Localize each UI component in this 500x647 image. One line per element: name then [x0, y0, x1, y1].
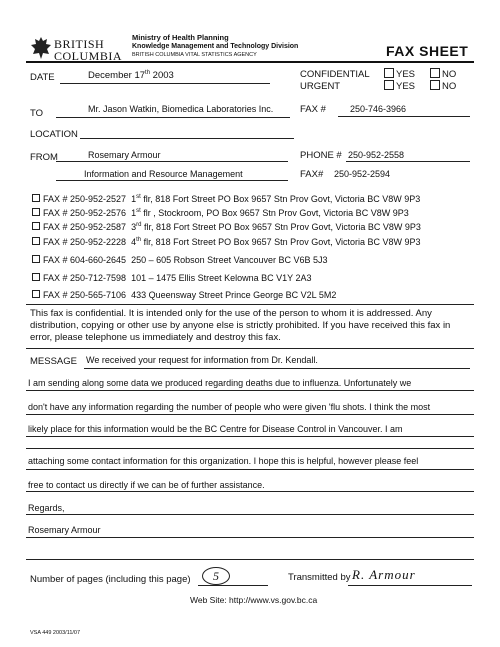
message-line: I am sending along some data we produced regarding deaths due to influenza. Unfortunately we — [28, 378, 412, 388]
fax-option-row[interactable]: FAX # 250-952-2527 1st flr, 818 Fort Street PO Box 9657 Stn Prov Govt, Victoria BC V8W 9P3 — [32, 194, 420, 204]
logo-text-columbia: COLUMBIA — [54, 49, 123, 63]
urgent-yes-checkbox[interactable]: YES — [384, 80, 415, 92]
fax-sheet-title: FAX SHEET — [386, 43, 469, 59]
phone-value: 250-952-2558 — [348, 150, 405, 160]
message-line: We received your request for information from Dr. Kendall. — [86, 355, 318, 365]
checkbox-icon — [384, 68, 394, 78]
fax-option-row[interactable]: FAX # 250-565-7106 433 Queensway Street Prince George BC V2L 5M2 — [32, 290, 336, 300]
confidential-no-checkbox[interactable]: NO — [430, 68, 456, 80]
fax-option-row[interactable]: FAX # 250-952-2576 1st flr , Stockroom, PO Box 9657 Stn Prov Govt, Victoria BC V8W 9P3 — [32, 208, 409, 218]
message-rule — [26, 390, 474, 391]
confidential-label: CONFIDENTIAL — [300, 69, 370, 80]
location-label: LOCATION — [30, 129, 78, 140]
fax-option-row[interactable]: FAX # 250-712-7598 101 – 1475 Ellis Street Kelowna BC V1Y 2A3 — [32, 273, 312, 283]
message-rule — [26, 436, 474, 437]
message-line: Regards, — [28, 503, 65, 513]
message-rule — [26, 559, 474, 560]
to-value: Mr. Jason Watkin, Biomedica Laboratories Inc. — [88, 104, 274, 114]
transmitted-label: Transmitted by — [288, 572, 351, 583]
checkbox-icon — [32, 290, 40, 298]
to-fax-line — [338, 116, 470, 117]
message-rule — [26, 514, 474, 515]
pages-value-circled — [202, 567, 230, 585]
to-fax-label: FAX # — [300, 104, 326, 115]
bc-logo — [30, 34, 130, 64]
pages-label: Number of pages (including this page) — [30, 574, 191, 585]
fax-option-row[interactable]: FAX # 250-952-2587 3rd flr, 818 Fort Street PO Box 9657 Stn Prov Govt, Victoria BC V8W 9P3 — [32, 222, 421, 232]
logo-text-british: BRITISH — [54, 37, 105, 51]
agency-name: BRITISH COLUMBIA VITAL STATISTICS AGENCY — [132, 52, 257, 58]
message-line: likely place for this information would be the BC Centre for Disease Control in Vancouver. I am — [28, 424, 403, 434]
message-line: free to contact us directly if we can be of further assistance. — [28, 480, 265, 490]
header-rule — [26, 61, 474, 63]
from-department: Information and Resource Management — [84, 169, 243, 179]
to-label: TO — [30, 108, 44, 119]
message-rule — [26, 537, 474, 538]
checkbox-icon — [32, 237, 40, 245]
ministry-name: Ministry of Health Planning — [132, 33, 229, 42]
pages-line — [198, 585, 268, 586]
message-line: don't have any information regarding the number of people who were given 'flu shots. I think the most — [28, 402, 431, 412]
from-line — [56, 161, 288, 162]
from-fax-value: 250-952-2594 — [334, 169, 391, 179]
divider — [26, 304, 474, 305]
fax-option-row[interactable]: FAX # 604-660-2645 250 – 605 Robson Street Vancouver BC V6B 5J3 — [32, 255, 328, 265]
message-rule — [26, 448, 474, 449]
divider — [26, 348, 474, 349]
date-line — [60, 83, 270, 84]
message-rule — [84, 368, 470, 369]
checkbox-icon — [32, 255, 40, 263]
urgent-no-checkbox[interactable]: NO — [430, 80, 456, 92]
checkbox-icon — [384, 80, 394, 90]
checkbox-icon — [430, 80, 440, 90]
message-rule — [26, 469, 474, 470]
website: Web Site: http://www.vs.gov.bc.ca — [190, 595, 318, 605]
urgent-label: URGENT — [300, 81, 341, 92]
to-line — [56, 117, 290, 118]
transmitted-signature: R. Armour — [352, 567, 416, 582]
message-line: attaching some contact information for this organization. I hope this is helpful, however please feel — [28, 456, 419, 466]
department-line — [56, 180, 288, 181]
from-value: Rosemary Armour — [88, 150, 161, 160]
checkbox-icon — [32, 222, 40, 230]
phone-label: PHONE # — [300, 150, 342, 161]
pages-value: 5 — [213, 569, 219, 583]
form-id: VSA 449 2003/11/07 — [30, 630, 81, 636]
checkbox-icon — [32, 273, 40, 281]
transmitted-line — [348, 585, 472, 586]
crest-icon — [30, 36, 52, 60]
checkbox-icon — [430, 68, 440, 78]
division-name: Knowledge Management and Technology Division — [132, 43, 299, 50]
date-value: December 17th 2003 — [88, 70, 174, 82]
from-fax-label: FAX# — [300, 169, 324, 180]
checkbox-icon — [32, 208, 40, 216]
checkbox-icon — [32, 194, 40, 202]
location-line — [80, 138, 294, 139]
confidential-yes-checkbox[interactable]: YES — [384, 68, 415, 80]
fax-option-row[interactable]: FAX # 250-952-2228 4th flr, 818 Fort Street PO Box 9657 Stn Prov Govt, Victoria BC V8W 9P3 — [32, 237, 421, 247]
from-label: FROM — [30, 152, 58, 163]
phone-line — [346, 161, 470, 162]
message-rule — [26, 414, 474, 415]
date-label: DATE — [30, 72, 55, 83]
message-line: Rosemary Armour — [28, 525, 101, 535]
to-fax-value: 250-746-3966 — [350, 104, 407, 114]
message-label: MESSAGE — [30, 356, 77, 367]
confidentiality-notice: This fax is confidential. It is intended only for the use of the person to whom it is addressed. Any distribution, copying or other use by anyone else is strictly prohibited. If you have received this fax in error, please telephone us immediately and destroy this fax. — [30, 308, 451, 343]
message-rule — [26, 491, 474, 492]
